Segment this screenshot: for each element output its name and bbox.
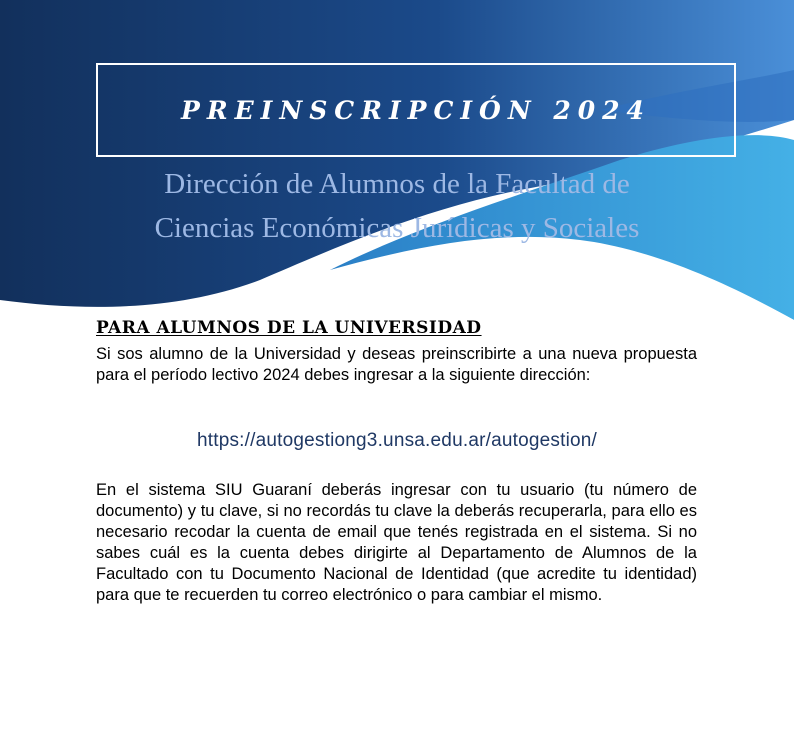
autogestion-link[interactable]: https://autogestiong3.unsa.edu.ar/autogestion/: [196, 430, 598, 451]
subtitle-line-1: Dirección de Alumnos de la Facultad de: [164, 168, 630, 200]
title-frame: [96, 63, 736, 157]
header-wave-background: [0, 0, 794, 320]
details-paragraph: En el sistema SIU Guaraní deberás ingresar con tu usuario (tu número de documento) y tu clave, si no recordás tu clave la deberás recuperarla, para ello es necesario recodar la cuenta de email que tenés registrada en el sistema. Si no sabes cuál es la cuenta debes dirigirte al Departamento de Alumnos de la Facultado con tu Documento Nacional de Identidad (que acredite tu identidad) para que te recuerden tu correo electrónico o para cambiar el mismo.: [96, 481, 697, 604]
page-title: PREINSCRIPCIÓN 2024: [181, 95, 651, 125]
section-heading: PARA ALUMNOS DE LA UNIVERSIDAD: [96, 318, 482, 338]
subtitle-line-2: Ciencias Económicas Jurídicas y Sociales: [154, 212, 640, 244]
intro-paragraph: Si sos alumno de la Universidad y deseas preinscribirte a una nueva propuesta para el período lectivo 2024 debes ingresar a la siguiente dirección:: [96, 345, 697, 384]
